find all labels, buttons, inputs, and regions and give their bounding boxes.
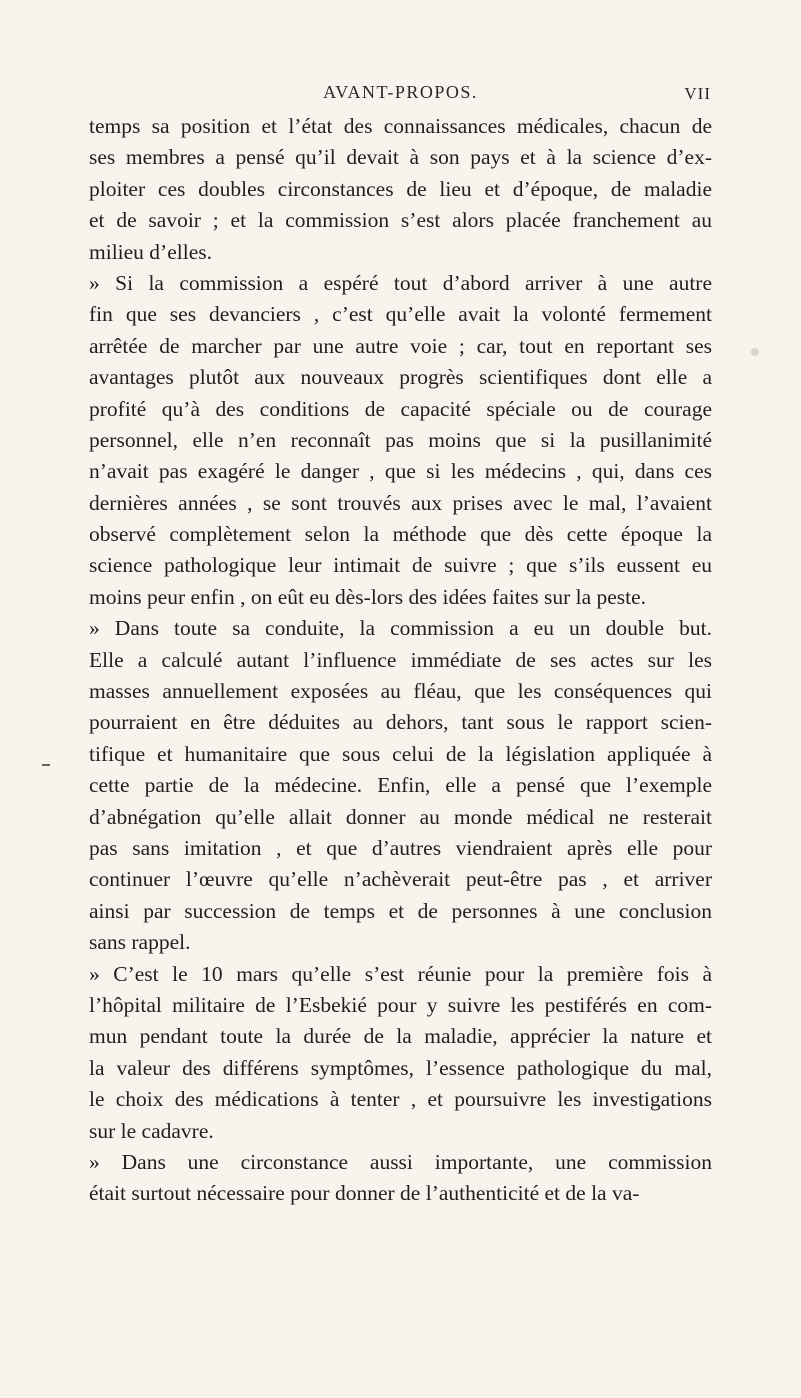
text-line: ses membres a pensé qu’il devait à son pays et à la science d’ex- bbox=[89, 145, 712, 170]
text-line: milieu d’elles. bbox=[89, 239, 212, 264]
text-line: mun pendant toute la durée de la maladie, apprécier la nature et bbox=[89, 1024, 712, 1049]
text-line: personnel, elle n’en reconnaît pas moins que si la pusillanimité bbox=[89, 427, 712, 452]
margin-spot bbox=[751, 348, 759, 356]
text-line: ploiter ces doubles circonstances de lieu et d’époque, de maladie bbox=[89, 176, 712, 201]
text-line: » Si la commission a espéré tout d’abord arriver à une autre bbox=[89, 270, 712, 295]
text-line: » C’est le 10 mars qu’elle s’est réunie pour la première fois à bbox=[89, 961, 712, 986]
text-line: arrêtée de marcher par une autre voie ; car, tout en reportant ses bbox=[89, 333, 712, 358]
text-line: le choix des médications à tenter , et poursuivre les investigations bbox=[89, 1087, 712, 1112]
margin-mark bbox=[42, 764, 50, 766]
text-line: pourraient en être déduites au dehors, tant sous le rapport scien- bbox=[89, 710, 712, 735]
text-line: » Dans toute sa conduite, la commission a eu un double but. bbox=[89, 616, 712, 641]
text-line: et de savoir ; et la commission s’est alors placée franchement au bbox=[89, 208, 712, 233]
body-text bbox=[89, 111, 712, 1210]
text-line: continuer l’œuvre qu’elle n’achèverait peut-être pas , et arriver bbox=[89, 867, 712, 892]
text-line: science pathologique leur intimait de suivre ; que s’ils eussent eu bbox=[89, 553, 712, 578]
text-line: sans rappel. bbox=[89, 930, 191, 955]
text-line: temps sa position et l’état des connaissances médicales, chacun de bbox=[89, 114, 712, 138]
text-line: l’hôpital militaire de l’Esbekié pour y suivre les pestiférés en com- bbox=[89, 992, 712, 1017]
text-line: masses annuellement exposées au fléau, que les conséquences qui bbox=[89, 679, 712, 704]
running-title: AVANT-PROPOS. bbox=[323, 82, 478, 102]
text-line: ainsi par succession de temps et de personnes à une conclusion bbox=[89, 898, 712, 923]
text-line: pas sans imitation , et que d’autres viendraient après elle pour bbox=[89, 835, 712, 860]
text-line: était surtout nécessaire pour donner de l’authenticité et de la va- bbox=[89, 1181, 640, 1206]
text-line: cette partie de la médecine. Enfin, elle a pensé que l’exemple bbox=[89, 773, 712, 798]
text-line: profité qu’à des conditions de capacité spéciale ou de courage bbox=[89, 396, 712, 421]
text-line: tifique et humanitaire que sous celui de la législation appliquée à bbox=[89, 741, 712, 766]
page-number: VII bbox=[684, 84, 711, 103]
text-line: » Dans une circonstance aussi importante, une commission bbox=[89, 1149, 712, 1174]
text-line: n’avait pas exagéré le danger , que si les médecins , qui, dans ces bbox=[89, 459, 712, 484]
text-line: la valeur des différens symptômes, l’essence pathologique du mal, bbox=[89, 1055, 712, 1080]
text-line: avantages plutôt aux nouveaux progrès scientifiques dont elle a bbox=[89, 365, 712, 390]
text-line: Elle a calculé autant l’influence immédiate de ses actes sur les bbox=[89, 647, 712, 672]
text-line: fin que ses devanciers , c’est qu’elle avait la volonté fermement bbox=[89, 302, 712, 327]
text-line: observé complètement selon la méthode que dès cette époque la bbox=[89, 522, 712, 547]
running-head bbox=[0, 82, 801, 108]
text-line: moins peur enfin , on eût eu dès-lors des idées faites sur la peste. bbox=[89, 584, 647, 609]
text-line: d’abnégation qu’elle allait donner au monde médical ne resterait bbox=[89, 804, 712, 829]
text-line: sur le cadavre. bbox=[89, 1118, 214, 1143]
text-line: dernières années , se sont trouvés aux prises avec le mal, l’avaient bbox=[89, 490, 712, 515]
